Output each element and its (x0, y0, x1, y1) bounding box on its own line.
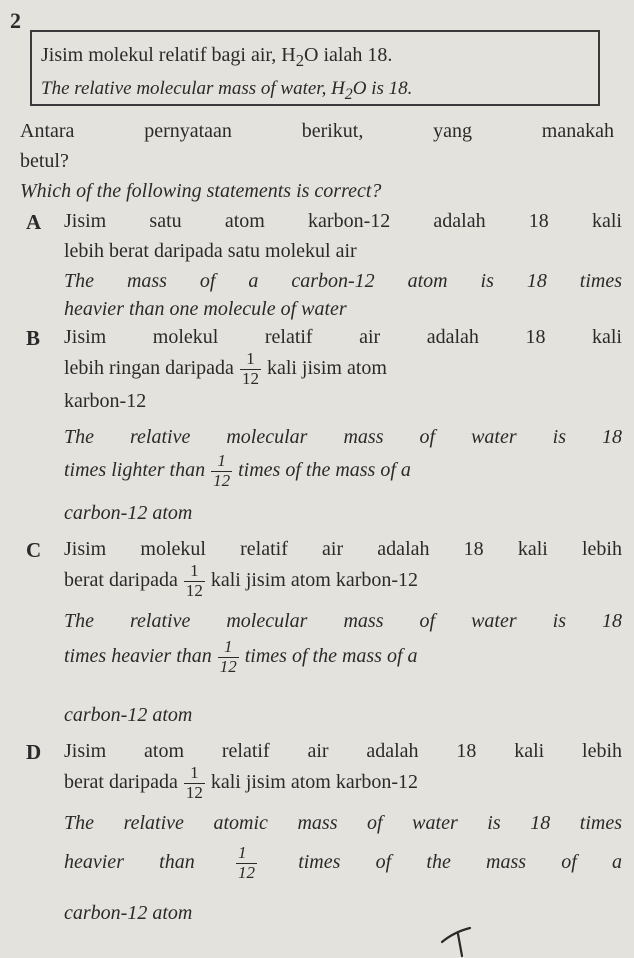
fraction-one-twelfth: $\frac{1}{12}$ (213, 451, 231, 490)
option-a-ms-line1: Jisim satu atom karbon-12 adalah 18 kali (64, 210, 622, 232)
option-b-en-line1: The relative molecular mass of water is 18 (64, 426, 622, 448)
option-b-ms-line3: karbon-12 (64, 390, 147, 412)
option-d-en-line1: The relative atomic mass of water is 18 times (64, 812, 622, 834)
option-c-en-line2: times heavier than $\frac{1}{12}$ times of the mass of a (64, 637, 418, 676)
given-info-box (30, 30, 600, 106)
prompt-en: Which of the following statements is correct? (20, 180, 382, 202)
given-statement-ms: Jisim molekul relatif bagi air, $H_2O$ ialah 18. (41, 44, 393, 70)
fraction-one-twelfth: $\frac{1}{12}$ (241, 349, 259, 388)
option-d-ms-line2: berat daripada $\frac{1}{12}$ kali jisim atom karbon-12 (64, 763, 419, 802)
option-d-en-line3: carbon-12 atom (64, 902, 193, 924)
pen-tick-mark-icon (440, 922, 480, 958)
option-b-ms-line2: lebih ringan daripada $\frac{1}{12}$ kali jisim atom (64, 349, 387, 388)
fraction-one-twelfth: $\frac{1}{12}$ (185, 561, 203, 600)
question-number: 2 (10, 8, 21, 33)
option-c-en-line1: The relative molecular mass of water is 18 (64, 610, 622, 632)
option-a-en-line1: The mass of a carbon-12 atom is 18 times (64, 270, 622, 292)
option-b-en-line3: carbon-12 atom (64, 502, 193, 524)
option-a-en-line2: heavier than one molecule of water (64, 298, 347, 320)
option-c-ms-line2: berat daripada $\frac{1}{12}$ kali jisim atom karbon-12 (64, 561, 419, 600)
option-d-ms-line1: Jisim atom relatif air adalah 18 kali lebih (64, 740, 622, 762)
option-b-letter[interactable]: B (26, 326, 41, 350)
option-a-letter[interactable]: A (26, 210, 42, 234)
prompt-ms-line1: Antara pernyataan berikut, yang manakah (20, 120, 614, 142)
fraction-one-twelfth: $\frac{1}{12}$ (237, 843, 255, 882)
option-c-letter[interactable]: C (26, 538, 42, 562)
option-b-ms-line1: Jisim molekul relatif air adalah 18 kali (64, 326, 622, 348)
option-d-letter[interactable]: D (26, 740, 42, 764)
fraction-one-twelfth: $\frac{1}{12}$ (219, 637, 237, 676)
fraction-one-twelfth: $\frac{1}{12}$ (185, 763, 203, 802)
option-b-en-line2: times lighter than $\frac{1}{12}$ times of the mass of a (64, 451, 411, 490)
option-c-en-line3: carbon-12 atom (64, 704, 193, 726)
option-d-en-line2: heavier than $\frac{1}{12}$ times of the mass of a (64, 843, 623, 882)
option-c-ms-line1: Jisim molekul relatif air adalah 18 kali lebih (64, 538, 622, 560)
option-a-ms-line2: lebih berat daripada satu molekul air (64, 240, 357, 262)
prompt-ms-line2: betul? (20, 150, 69, 172)
given-statement-en: The relative molecular mass of water, $H_2O$ is 18. (41, 78, 413, 103)
